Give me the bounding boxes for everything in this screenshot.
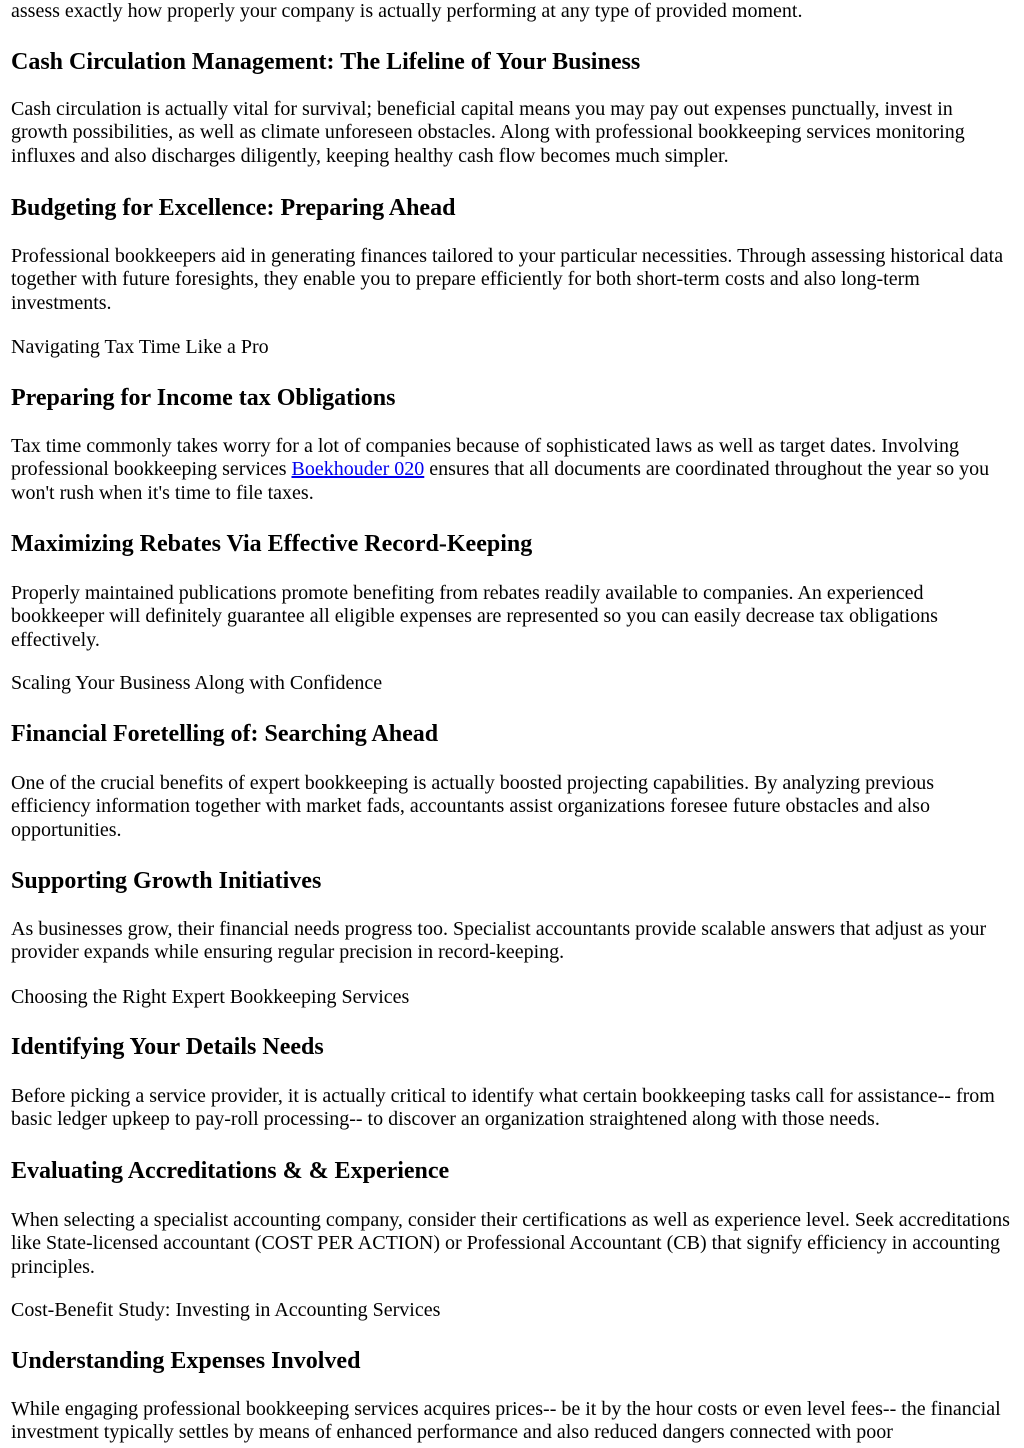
heading-supporting-growth: Supporting Growth Initiatives <box>11 868 322 894</box>
subheading-cost-benefit: Cost-Benefit Study: Investing in Accounting Services <box>11 1299 441 1321</box>
boekhouder-link[interactable]: Boekhouder 020 <box>291 458 425 481</box>
paragraph-maximizing-rebates: Properly maintained publications promote benefiting from rebates readily available to companies. An experienced bookkeeper will definitely guarantee all eligible expenses are represented so you can easily decrease tax obligations effectively. <box>11 582 938 651</box>
heading-financial-foretelling: Financial Foretelling of: Searching Ahead <box>11 721 439 747</box>
paragraph-financial-foretelling: One of the crucial benefits of expert bookkeeping is actually boosted projecting capabilities. By analyzing previous efficiency information together with market fads, accountants assist organizations foresee future obstacles and also opportunities. <box>11 772 935 841</box>
intro-paragraph-tail: assess exactly how properly your company is actually performing at any type of provided moment. <box>11 0 803 22</box>
paragraph-identifying-needs: Before picking a service provider, it is actually critical to identify what certain bookkeeping tasks call for assistance-- from basic ledger upkeep to pay-roll processing-- to discover an organization straightened along with those needs. <box>11 1085 995 1131</box>
heading-evaluating-accreditations: Evaluating Accreditations & & Experience <box>11 1158 450 1184</box>
subheading-navigating-tax: Navigating Tax Time Like a Pro <box>11 336 269 358</box>
paragraph-budgeting: Professional bookkeepers aid in generating finances tailored to your particular necessities. Through assessing historical data together with future foresights, they enable you to prepare efficiently for both short-term costs and also long-term investments. <box>11 245 1004 314</box>
paragraph-cash-circulation: Cash circulation is actually vital for survival; beneficial capital means you may pay out expenses punctually, invest in growth possibilities, as well as climate unforeseen obstacles. Along with professional bookkeeping services monitoring influxes and also discharges diligently, keeping healthy cash flow becomes much simpler. <box>11 98 965 167</box>
paragraph-income-tax-text-after: ensures that all documents are coordinated throughout the year so you won't rush when it's time to file taxes. <box>11 458 990 504</box>
paragraph-evaluating-accreditations: When selecting a specialist accounting company, consider their certifications as well as experience level. Seek accreditations like State-licensed accountant (COST PER ACTION) or Professional Accountant (CB) that signify efficiency in accounting principles. <box>11 1209 1010 1278</box>
paragraph-income-tax-text-before: Tax time commonly takes worry for a lot of companies because of sophisticated laws as well as target dates. Involving professional bookkeeping services <box>11 435 959 481</box>
paragraph-income-tax <box>11 435 1013 505</box>
paragraph-understanding-expenses: While engaging professional bookkeeping services acquires prices-- be it by the hour costs or even level fees-- the financial investment typically settles by means of enhanced performance and also reduced dangers connected with poor <box>11 1398 1001 1444</box>
heading-understanding-expenses: Understanding Expenses Involved <box>11 1348 361 1374</box>
heading-maximizing-rebates: Maximizing Rebates Via Effective Record-Keeping <box>11 531 533 557</box>
subheading-scaling-business: Scaling Your Business Along with Confidence <box>11 672 383 694</box>
heading-identifying-needs: Identifying Your Details Needs <box>11 1034 324 1060</box>
paragraph-supporting-growth: As businesses grow, their financial needs progress too. Specialist accountants provide scalable answers that adjust as your provider expands while ensuring regular precision in record-keeping. <box>11 918 987 964</box>
heading-cash-circulation: Cash Circulation Management: The Lifeline of Your Business <box>11 49 641 75</box>
heading-income-tax: Preparing for Income tax Obligations <box>11 385 396 411</box>
heading-budgeting: Budgeting for Excellence: Preparing Ahead <box>11 195 456 221</box>
subheading-choosing-services: Choosing the Right Expert Bookkeeping Services <box>11 986 410 1008</box>
